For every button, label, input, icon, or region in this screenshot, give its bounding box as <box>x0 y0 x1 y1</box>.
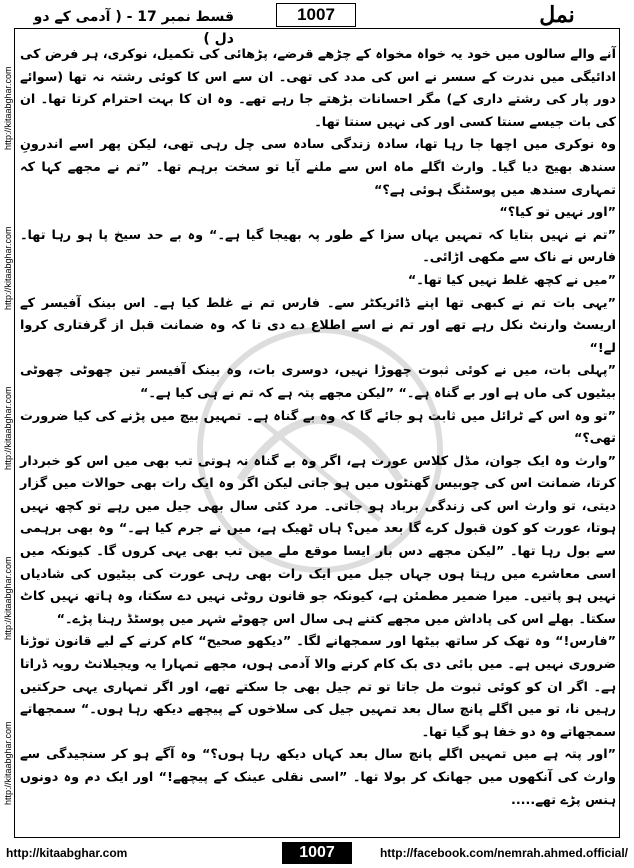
page-header <box>0 0 634 47</box>
footer-site-link[interactable]: http://kitaabghar.com <box>6 846 128 860</box>
paragraph: ”وارث وہ ایک جوان، مڈل کلاس عورت ہے، اگر وہ بے گناہ نہ ہوتی تب بھی میں اس کو خبردار کرتا، ضمانت اس کی چوبیس گھنٹوں میں ہو جاتی لیکن اگر وہ ایک رات بھی حوالات میں گزار دیتی، تو وارث اس کی زندگی برباد ہو جاتی۔ مرد کئی سال بھی جیل میں رہے تو کچھ نہیں ہوتا، عورت کو کون قبول کرے گا بعد میں؟ ہاں ٹھیک ہے، میں نے جرم کیا ہے۔“ وہ بھی برہمی سے بول رہا تھا۔ ”لیکن مجھے دس بار ایسا موقع ملے میں تب بھی یہی کروں گا۔ کیونکہ میں اسی معاشرے میں رہتا ہوں جہاں جیل میں ایک رات بھی رہی عورت کی بیٹیوں کی شادیاں نہیں ہو پاتیں۔ میرا ضمیر مطمئن ہے، کیونکہ جو قانون روٹی نہیں دے سکتا، وہ ہاتھ نہیں کاٹ سکتا۔ بھلے اس کی پاداش میں مجھے کتنے ہی سال اس چھوٹے شہر میں پوسٹڈ رہنا پڑے۔“ <box>20 453 616 627</box>
brand-logo: نمل <box>539 2 575 28</box>
page-footer <box>0 838 634 868</box>
paragraph: ”اور نہیں تو کیا؟“ <box>499 205 616 221</box>
footer-page-number: 1007 <box>282 842 352 864</box>
side-url-4[interactable]: http://kitaabghar.com <box>3 556 13 640</box>
paragraph: وہ نوکری میں اچھا جا رہا تھا، سادہ زندگی سادہ سی چل رہی تھی، لیکن پھر اسے اندرونِ سندھ بھیج دیا گیا۔ وارث اگلے ماہ اس سے ملنے آیا تو سخت برہم تھا۔ ”تم نے مجھے کہا کہ تمہاری سندھ میں پوسٹنگ ہوئی ہے؟“ <box>20 137 616 198</box>
header-page-number: 1007 <box>276 3 356 27</box>
paragraph: ”تم نے نہیں بتایا کہ تمہیں یہاں سزا کے طور پہ بھیجا گیا ہے۔“ وہ بے حد سیخ پا ہو رہا تھا۔ فارس نے ناک سے مکھی اڑائی۔ <box>20 227 616 266</box>
side-url-5[interactable]: http://kitaabghar.com <box>3 721 13 805</box>
paragraph: ”فارس!“ وہ تھک کر ساتھ بیٹھا اور سمجھانے لگا۔ ”دیکھو صحیح“ کام کرنے کے لیے قانون توڑنا ضروری نہیں ہے۔ میں بائی دی بک کام کرنے والا آدمی ہوں، مجھے تمہارا یہ ویجیلانٹ رویہ ڈراتا ہے۔ اگر ان کو کوئی ثبوت مل جاتا تو تم جیل بھی جا سکتے تھے، اور اگر تمہاری یہی حرکتیں رہیں نا، تو میں اگلے پانچ سال بعد تمہیں جیل کی سلاخوں کے پیچھے دیکھ رہا ہوں۔“ سمجھاتے سمجھاتے وہ دو خفا ہو گیا تھا۔ <box>20 634 616 740</box>
paragraph: ”تو وہ اس کے ٹرائل میں ثابت ہو جائے گا کہ وہ بے گناہ ہے۔ تمہیں بیچ میں پڑنے کی کیا ضرورت تھی؟“ <box>20 408 616 447</box>
paragraph: ”یہی بات تم نے کبھی تھا اپنے ڈائریکٹر سے۔ فارس تم نے غلط کیا ہے۔ اس بینک آفیسر کے اریسٹ وارنٹ نکل رہے تھے اور تم نے اسے اطلاع دے دی تا کہ وہ ضمانت قبل از گرفتاری کروا لے!“ <box>20 295 616 356</box>
side-url-2[interactable]: http://kitaabghar.com <box>3 226 13 310</box>
paragraph: ”اور پتہ ہے میں تمہیں اگلے پانچ سال بعد کہاں دیکھ رہا ہوں؟“ وہ آگے ہو کر سنجیدگی سے وارث کی آنکھوں میں جھانک کر بولا تھا۔ ”اسی نقلی عینک کے پیچھے!“ اور ایک دم وہ دونوں ہنس پڑے تھے..... <box>20 747 616 808</box>
side-url-1[interactable]: http://kitaabghar.com <box>3 66 13 150</box>
paragraph: ”میں نے کچھ غلط نہیں کیا تھا۔“ <box>407 272 616 288</box>
side-url-3[interactable]: http://kitaabghar.com <box>3 386 13 470</box>
paragraph: آنے والے سالوں میں خود یہ خواہ مخواہ کے چڑھے قرضے، پڑھائی کی تکمیل، نوکری، ہر فرض کی ادائیگی میں ندرت کے سسر نے اس کی مدد کی تھی۔ ان سے اس کا کوئی رشتہ نہ تھا (سوائے دور پار کی رشتے داری کے) مگر احسانات بڑھتے جا رہے تھے۔ وہ ان کا بہت احترام کرتا تھا۔ ان کی بات جیسے سنتا کسی اور کی نہیں سنتا تھا۔ <box>20 47 616 130</box>
paragraph: ”پہلی بات، میں نے کوئی ثبوت چھوڑا نہیں، دوسری بات، وہ بینک آفیسر تین چھوٹی چھوٹی بیٹیوں کی ماں ہے اور بے گناہ ہے۔“ ”لیکن مجھے پتہ ہے کہ تم نے ہی کیا ہے۔“ <box>20 363 616 401</box>
article-body <box>20 44 616 832</box>
episode-title: قسط نمبر 17 - ( آدمی کے دو دل ) <box>33 9 234 47</box>
footer-facebook-link[interactable]: http://facebook.com/nemrah.ahmed.official/ <box>379 846 628 860</box>
